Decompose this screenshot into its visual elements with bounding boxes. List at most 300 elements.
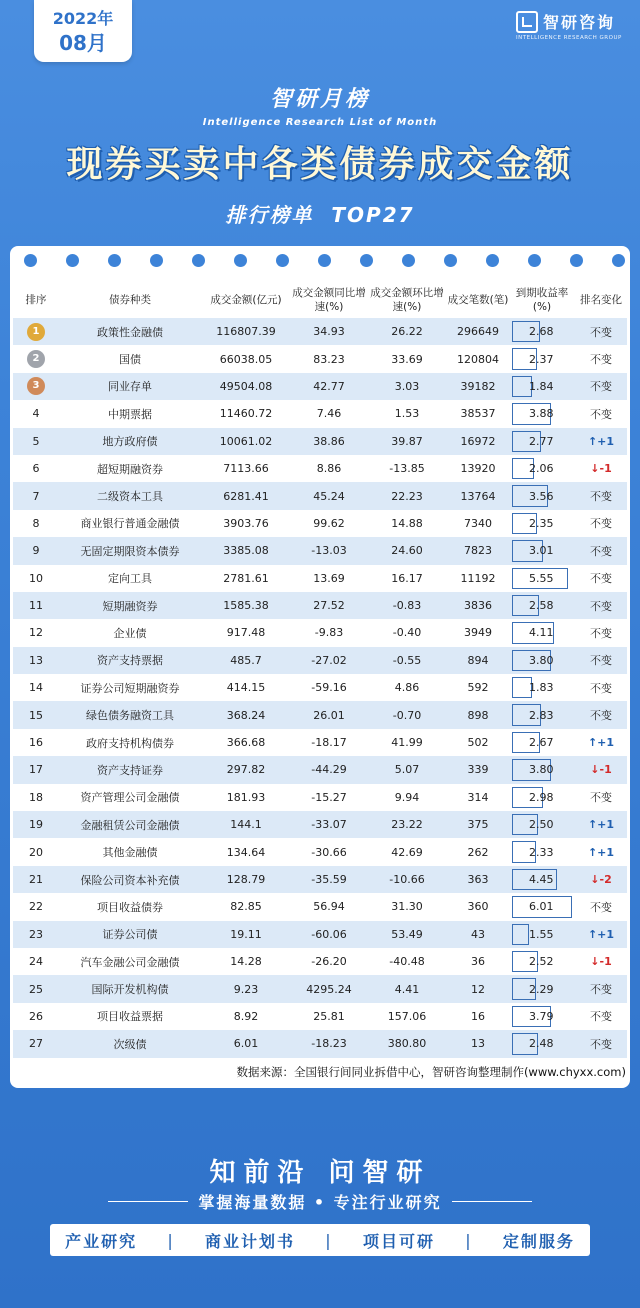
cell-rank: 26 <box>29 1009 43 1023</box>
cell-change <box>575 784 627 811</box>
cell-type: 同业存单 <box>59 373 201 400</box>
cell-yoy: -18.17 <box>311 736 347 750</box>
cell-mom: 53.49 <box>367 921 447 948</box>
brand-icon <box>516 11 538 33</box>
cell-yield <box>509 1030 575 1057</box>
cell-type: 政策性金融债 <box>59 318 201 345</box>
header-change: 排名变化 <box>580 294 622 306</box>
cell-amount: 366.68 <box>226 736 266 750</box>
cell-change <box>575 510 627 537</box>
cell-count: 13920 <box>460 462 496 476</box>
cell-count: 363 <box>447 866 509 893</box>
cell-yield <box>509 619 575 646</box>
table-row <box>13 1030 627 1057</box>
cell-amount: 414.15 <box>226 681 266 695</box>
cell-amount: 66038.05 <box>219 352 273 366</box>
cell-yield <box>509 838 575 865</box>
cell-mom: 1.53 <box>394 407 420 421</box>
cell-type: 资产支持证券 <box>59 756 201 783</box>
cell-yield <box>509 756 575 783</box>
cell-type: 保险公司资本补充债 <box>59 866 201 893</box>
table-row <box>13 455 627 482</box>
cell-type: 国际开发机构债 <box>59 975 201 1002</box>
binder-dots <box>10 254 630 268</box>
cell-yoy: -33.07 <box>291 811 367 838</box>
binder-dot <box>528 254 541 267</box>
rank-same-label: 不变 <box>590 626 612 640</box>
table-row <box>13 510 627 537</box>
rank-up-label: ↑+1 <box>587 845 615 859</box>
cell-type: 二级资本工具 <box>59 482 201 509</box>
table-row <box>13 866 627 893</box>
table-header-row <box>13 282 627 318</box>
cell-amount: 181.93 <box>226 790 266 804</box>
cell-yield <box>509 1003 575 1030</box>
cell-change <box>575 345 627 372</box>
table-row <box>13 565 627 592</box>
cell-rank: 10 <box>29 571 43 585</box>
rank-down-label: ↓-2 <box>590 873 612 886</box>
header-yoy: 成交金额同比增速(%) <box>292 287 366 313</box>
date-tag <box>34 0 132 62</box>
service-divider: | <box>167 1230 175 1250</box>
medal-icon: 1 <box>27 323 45 341</box>
brand-name: 智研咨询 <box>543 13 616 32</box>
cell-rank: 25 <box>13 975 59 1002</box>
table-row <box>13 674 627 701</box>
yield-value: 4.45 <box>529 873 554 886</box>
main-title: 现券买卖中各类债券成交金额 <box>66 144 574 185</box>
table-row <box>13 784 627 811</box>
cell-yoy: 34.93 <box>291 318 367 345</box>
cell-yoy: 99.62 <box>313 516 345 530</box>
cell-type: 汽车金融公司金融债 <box>80 955 180 969</box>
cell-yield <box>509 428 575 455</box>
cell-type: 企业债 <box>113 626 147 640</box>
cell-amount: 2781.61 <box>223 571 269 585</box>
cell-yoy: -30.66 <box>311 845 347 859</box>
cell-count: 11192 <box>460 571 496 585</box>
cell-mom: -13.85 <box>389 462 425 476</box>
cell-amount: 11460.72 <box>219 407 273 421</box>
cell-change <box>575 893 627 920</box>
cell-change <box>575 1003 627 1030</box>
cell-change <box>575 565 627 592</box>
cell-rank: 27 <box>13 1030 59 1057</box>
rank-same-label: 不变 <box>590 791 612 805</box>
cell-mom: 26.22 <box>367 318 447 345</box>
brand-logo <box>516 10 626 41</box>
cell-change <box>575 318 627 345</box>
yield-value: 4.11 <box>529 626 554 640</box>
cell-amount: 128.79 <box>201 866 291 893</box>
cell-yield <box>509 674 575 701</box>
yield-value: 2.48 <box>529 1037 554 1051</box>
yield-value: 2.29 <box>529 982 554 996</box>
yield-value: 2.35 <box>529 516 554 530</box>
rank-same-label: 不变 <box>590 380 612 394</box>
cell-rank: 13 <box>13 647 59 674</box>
cell-yoy: 26.01 <box>291 701 367 728</box>
binder-dot <box>570 254 583 267</box>
cell-yoy: 42.77 <box>291 373 367 400</box>
yield-value: 1.83 <box>529 681 554 695</box>
rank-same-label: 不变 <box>590 407 612 421</box>
rank-down-label: ↓-1 <box>590 955 612 969</box>
medal-icon: 3 <box>27 377 45 395</box>
cell-count: 339 <box>447 756 509 783</box>
cell-yoy: 83.23 <box>313 352 345 366</box>
subtitle: 排行榜单 TOP27 <box>225 203 415 227</box>
cell-yield <box>509 729 575 756</box>
cell-rank: 8 <box>32 516 40 530</box>
cell-count: 7823 <box>447 537 509 564</box>
cell-change <box>575 619 627 646</box>
cell-change <box>575 592 627 619</box>
cell-change <box>575 866 627 893</box>
cell-amount: 19.11 <box>201 921 291 948</box>
cell-yield <box>509 811 575 838</box>
binder-dot <box>66 254 79 267</box>
cell-count: 360 <box>467 900 489 914</box>
cell-mom: 3.03 <box>367 373 447 400</box>
cell-mom: 42.69 <box>391 845 423 859</box>
cell-count: 38537 <box>460 407 496 421</box>
cell-amount: 82.85 <box>230 900 262 914</box>
cell-change <box>575 428 627 455</box>
cell-type: 金融租赁公司金融债 <box>59 811 201 838</box>
yield-value: 3.80 <box>529 763 554 777</box>
list-en: Intelligence Research List of Month <box>202 117 438 128</box>
rank-same-label: 不变 <box>590 1010 612 1024</box>
table-row <box>13 345 627 372</box>
yield-value: 2.67 <box>529 736 554 750</box>
rank-down-label: ↓-1 <box>590 763 612 777</box>
cell-amount: 14.28 <box>230 955 262 969</box>
yield-value: 2.68 <box>529 325 554 339</box>
cell-type: 国债 <box>119 353 141 367</box>
table-row <box>13 1003 627 1030</box>
cell-amount: 49504.08 <box>201 373 291 400</box>
cell-yoy: -15.27 <box>311 790 347 804</box>
table-row <box>13 729 627 756</box>
binder-dot <box>150 254 163 267</box>
ranking-table <box>13 282 627 1058</box>
rank-same-label: 不变 <box>590 353 612 367</box>
cell-yield <box>509 921 575 948</box>
cell-rank <box>13 345 59 372</box>
rank-same-label: 不变 <box>590 983 612 997</box>
table-row <box>13 948 627 975</box>
cell-count: 296649 <box>447 318 509 345</box>
table-row <box>13 619 627 646</box>
cell-count: 39182 <box>447 373 509 400</box>
binder-dot <box>486 254 499 267</box>
cell-rank: 6 <box>32 462 40 476</box>
table-row <box>13 537 627 564</box>
cell-rank: 18 <box>29 790 43 804</box>
cell-yoy: -35.59 <box>291 866 367 893</box>
header-yield: 到期收益率(%) <box>515 287 569 313</box>
yield-value: 3.80 <box>529 653 554 667</box>
cell-yield <box>509 784 575 811</box>
cell-type: 政府支持机构债券 <box>86 736 174 750</box>
cell-yoy: 27.52 <box>291 592 367 619</box>
cell-mom: 16.17 <box>391 571 423 585</box>
cell-rank: 12 <box>29 626 43 640</box>
cell-change <box>575 1030 627 1057</box>
cell-mom: 157.06 <box>387 1009 427 1023</box>
cell-yield <box>509 866 575 893</box>
cell-yoy: 13.69 <box>313 571 345 585</box>
cell-change <box>575 701 627 728</box>
cell-count: 12 <box>447 975 509 1002</box>
cell-count: 592 <box>467 681 489 695</box>
cell-change <box>575 756 627 783</box>
cell-yield <box>509 948 575 975</box>
cell-mom: 39.87 <box>367 428 447 455</box>
header-title <box>0 82 640 228</box>
cell-yield <box>509 373 575 400</box>
cell-mom: 380.80 <box>367 1030 447 1057</box>
service-custom: 定制服务 <box>502 1231 575 1251</box>
yield-value: 3.79 <box>529 1009 554 1023</box>
cell-rank <box>13 373 59 400</box>
cell-change <box>575 921 627 948</box>
cell-rank: 22 <box>29 900 43 914</box>
binder-dot <box>276 254 289 267</box>
cell-count: 894 <box>447 647 509 674</box>
cell-mom: 4.86 <box>394 681 420 695</box>
cell-yoy: -13.03 <box>291 537 367 564</box>
cell-rank: 16 <box>29 736 43 750</box>
cell-yoy: -26.20 <box>311 955 347 969</box>
cell-yield <box>509 893 575 920</box>
rank-up-label: ↑+1 <box>587 818 615 832</box>
table-row <box>13 373 627 400</box>
list-cn: 智研月榜 <box>269 87 370 112</box>
binder-dot <box>612 254 625 267</box>
cell-type: 商业银行普通金融债 <box>80 517 180 531</box>
header-rank: 排序 <box>25 294 47 306</box>
binder-dot <box>24 254 37 267</box>
cell-yoy: -9.83 <box>314 626 344 640</box>
rank-same-label: 不变 <box>590 681 612 695</box>
table-row <box>13 811 627 838</box>
binder-dot <box>234 254 247 267</box>
slogan-text: 掌握海量数据 • 专注行业研究 <box>198 1193 442 1212</box>
services-bar <box>50 1224 590 1256</box>
cell-rank: 4 <box>32 407 40 421</box>
cell-mom: -40.48 <box>389 955 425 969</box>
yield-value: 2.58 <box>529 599 554 613</box>
rank-up-label: ↑+1 <box>587 434 615 448</box>
table-row <box>13 318 627 345</box>
cell-amount: 144.1 <box>201 811 291 838</box>
cell-change <box>575 811 627 838</box>
yield-value: 2.52 <box>529 955 554 969</box>
header-amount: 成交金额(亿元) <box>210 294 282 306</box>
cell-type: 定向工具 <box>108 572 152 586</box>
cell-type: 超短期融资券 <box>97 462 163 476</box>
data-source: 数据来源：全国银行间同业拆借中心，智研咨询整理制作(www.chyxx.com) <box>236 1065 626 1079</box>
yield-value: 2.83 <box>529 708 554 722</box>
cell-count: 13 <box>447 1030 509 1057</box>
cell-yoy: 56.94 <box>313 900 345 914</box>
cell-count: 7340 <box>464 516 492 530</box>
rank-same-label: 不变 <box>590 325 612 339</box>
cell-mom: -0.70 <box>367 701 447 728</box>
cell-amount: 116807.39 <box>201 318 291 345</box>
yield-value: 2.37 <box>529 352 554 366</box>
binder-dot <box>360 254 373 267</box>
header-mom: 成交金额环比增速(%) <box>370 287 444 313</box>
cell-yield <box>509 345 575 372</box>
binder-dot <box>318 254 331 267</box>
cell-rank: 7 <box>13 482 59 509</box>
yield-value: 2.33 <box>529 845 554 859</box>
rank-up-label: ↑+1 <box>587 736 615 750</box>
cell-yoy: -60.06 <box>291 921 367 948</box>
cell-rank: 15 <box>13 701 59 728</box>
service-divider: | <box>325 1230 333 1250</box>
yield-value: 5.55 <box>529 571 554 585</box>
cell-change <box>575 674 627 701</box>
cell-mom: 9.94 <box>394 790 420 804</box>
cell-amount: 485.7 <box>201 647 291 674</box>
cell-yield <box>509 592 575 619</box>
cell-mom: 23.22 <box>367 811 447 838</box>
cell-amount: 6281.41 <box>201 482 291 509</box>
rank-same-label: 不变 <box>590 490 612 504</box>
cell-type: 项目收益票据 <box>97 1010 163 1024</box>
footer-slogan <box>0 1190 640 1213</box>
footer-title: 知前沿 问智研 <box>209 1158 431 1188</box>
rank-same-label: 不变 <box>590 599 612 613</box>
cell-count: 16 <box>471 1009 485 1023</box>
date-month: 08月 <box>59 31 107 55</box>
cell-count: 262 <box>467 845 489 859</box>
yield-value: 2.06 <box>529 462 554 476</box>
cell-yield <box>509 318 575 345</box>
cell-count: 375 <box>447 811 509 838</box>
cell-type: 无固定期限资本债券 <box>59 537 201 564</box>
cell-amount: 7113.66 <box>223 462 269 476</box>
yield-value: 2.77 <box>529 434 554 448</box>
table-row <box>13 921 627 948</box>
rank-same-label: 不变 <box>590 572 612 586</box>
table-row <box>13 592 627 619</box>
yield-value: 6.01 <box>529 900 554 914</box>
cell-yoy: 4295.24 <box>291 975 367 1002</box>
yield-value: 3.56 <box>529 489 554 503</box>
yield-value: 2.50 <box>529 818 554 832</box>
cell-mom: 22.23 <box>367 482 447 509</box>
rank-same-label: 不变 <box>590 517 612 531</box>
cell-change <box>575 948 627 975</box>
binder-dot <box>192 254 205 267</box>
cell-count: 3949 <box>464 626 492 640</box>
cell-amount: 297.82 <box>201 756 291 783</box>
cell-type: 地方政府债 <box>59 428 201 455</box>
cell-type: 绿色债务融资工具 <box>59 701 201 728</box>
cell-yield <box>509 975 575 1002</box>
cell-count: 16972 <box>447 428 509 455</box>
cell-mom: 31.30 <box>391 900 423 914</box>
header-count: 成交笔数(笔) <box>447 294 509 306</box>
cell-mom: 14.88 <box>391 516 423 530</box>
cell-type: 短期融资券 <box>59 592 201 619</box>
cell-rank: 24 <box>29 955 43 969</box>
cell-amount: 368.24 <box>201 701 291 728</box>
yield-value: 3.88 <box>529 407 554 421</box>
divider-left <box>108 1201 188 1202</box>
cell-type: 证券公司债 <box>59 921 201 948</box>
rank-same-label: 不变 <box>590 709 612 723</box>
cell-amount: 917.48 <box>226 626 266 640</box>
binder-dot <box>402 254 415 267</box>
cell-yield <box>509 701 575 728</box>
cell-yield <box>509 400 575 427</box>
table-row <box>13 428 627 455</box>
cell-change <box>575 373 627 400</box>
cell-yoy: 45.24 <box>291 482 367 509</box>
cell-rank: 5 <box>13 428 59 455</box>
cell-yoy: -18.23 <box>291 1030 367 1057</box>
cell-amount: 1585.38 <box>201 592 291 619</box>
cell-mom: 24.60 <box>367 537 447 564</box>
cell-yield <box>509 537 575 564</box>
cell-yield <box>509 455 575 482</box>
cell-count: 13764 <box>447 482 509 509</box>
brand-en: INTELLIGENCE RESEARCH GROUP <box>516 35 622 41</box>
cell-yoy: -27.02 <box>291 647 367 674</box>
cell-yoy: 38.86 <box>291 428 367 455</box>
table-row <box>13 893 627 920</box>
cell-type: 资产支持票据 <box>59 647 201 674</box>
binder-dot <box>444 254 457 267</box>
cell-amount: 3385.08 <box>201 537 291 564</box>
cell-rank: 21 <box>13 866 59 893</box>
cell-amount: 134.64 <box>226 845 266 859</box>
cell-count: 36 <box>471 955 485 969</box>
cell-change <box>575 537 627 564</box>
cell-count: 43 <box>447 921 509 948</box>
cell-amount: 10061.02 <box>201 428 291 455</box>
rank-same-label: 不变 <box>590 544 612 558</box>
cell-change <box>575 482 627 509</box>
table-row <box>13 975 627 1002</box>
cell-mom: -10.66 <box>367 866 447 893</box>
service-industry-research: 产业研究 <box>65 1231 138 1251</box>
cell-type: 次级债 <box>59 1030 201 1057</box>
cell-amount: 6.01 <box>201 1030 291 1057</box>
cell-type: 中期票据 <box>108 407 152 421</box>
cell-type: 其他金融债 <box>102 846 158 860</box>
rank-same-label: 不变 <box>590 900 612 914</box>
table-row <box>13 701 627 728</box>
cell-rank: 23 <box>13 921 59 948</box>
cell-rank: 20 <box>29 845 43 859</box>
ranking-panel <box>10 246 630 1088</box>
cell-count: 314 <box>467 790 489 804</box>
cell-change <box>575 400 627 427</box>
cell-mom: 41.99 <box>391 736 423 750</box>
cell-yield <box>509 565 575 592</box>
cell-change <box>575 838 627 865</box>
cell-mom: -0.55 <box>367 647 447 674</box>
header-type: 债券种类 <box>109 294 151 306</box>
